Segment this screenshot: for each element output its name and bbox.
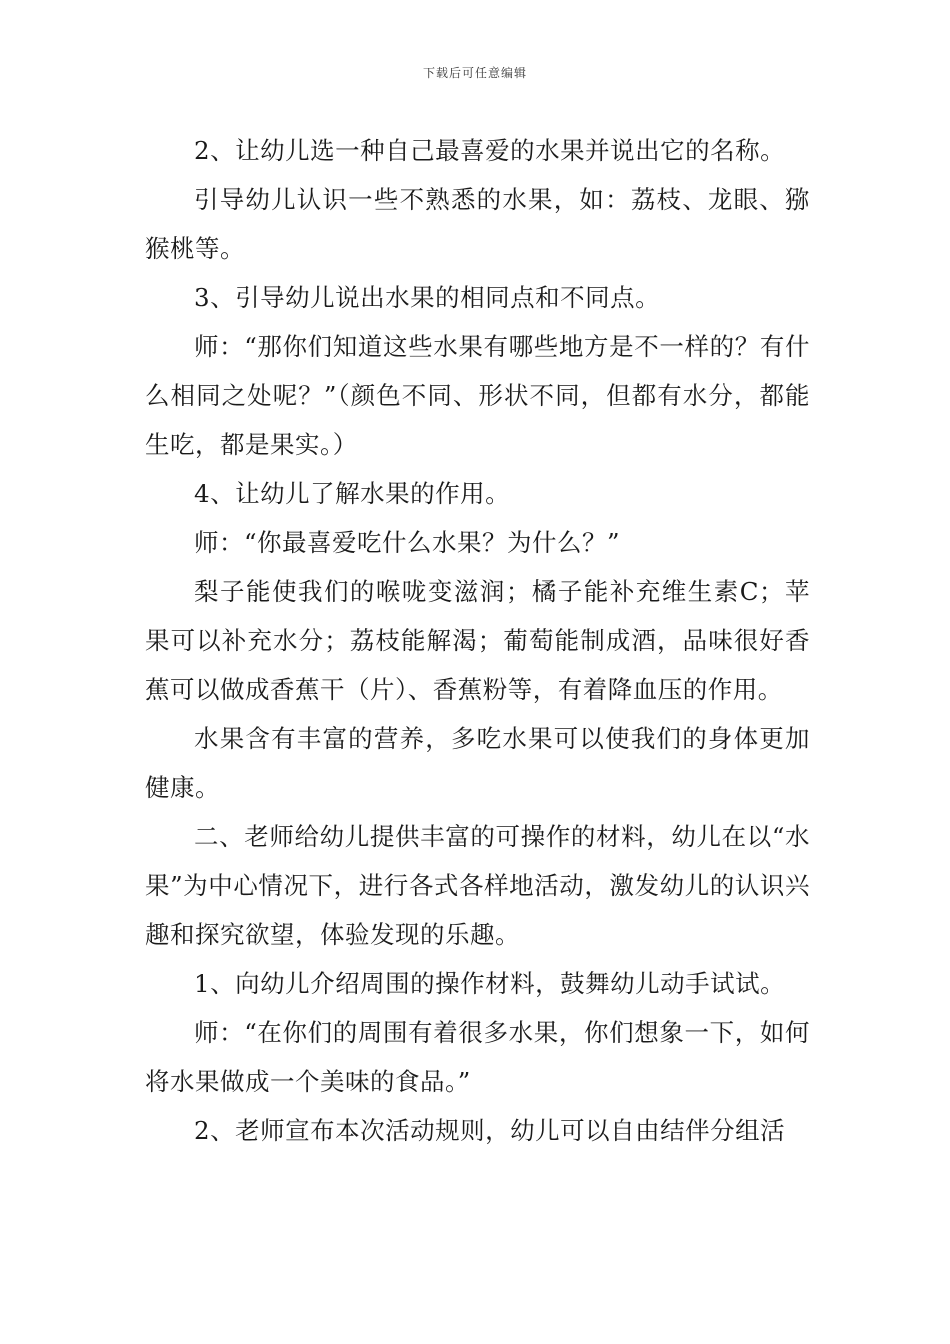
paragraph-fruit-benefits: 梨子能使我们的喉咙变滋润；橘子能补充维生素C；苹果可以补充水分；荔枝能解渴；葡萄能制成酒，品味很好香蕉可以做成香蕉干（片）、香蕉粉等，有着降血压的作用。 xyxy=(145,577,810,704)
document-body xyxy=(145,126,810,1155)
paragraph-section-two: 二、老师给幼儿提供丰富的可操作的材料，幼儿在以“水果”为中心情况下，进行各式各样地活动，激发幼儿的认识兴趣和探究欲望，体验发现的乐趣。 xyxy=(145,822,810,949)
paragraph-fruit-function: 4、让幼儿了解水果的作用。 xyxy=(194,479,511,508)
paragraph-teacher-question-1: 师：“那你们知道这些水果有哪些地方是不一样的？有什么相同之处呢？”（颜色不同、形状不同，但都有水分，都能生吃，都是果实。） xyxy=(145,332,810,459)
paragraph-similarities: 3、引导幼儿说出水果的相同点和不同点。 xyxy=(194,283,661,312)
paragraph-nutrition: 水果含有丰富的营养，多吃水果可以使我们的身体更加健康。 xyxy=(145,724,810,802)
paragraph-activity-rules: 2、老师宣布本次活动规则，幼儿可以自由结伴分组活 xyxy=(194,1116,786,1145)
page-header: 下载后可任意编辑 xyxy=(422,66,527,80)
paragraph-unfamiliar-fruits: 引导幼儿认识一些不熟悉的水果，如：荔枝、龙眼、猕猴桃等。 xyxy=(145,185,810,263)
paragraph-teacher-question-3: 师：“在你们的周围有着很多水果，你们想象一下，如何将水果做成一个美味的食品。” xyxy=(145,1018,810,1096)
paragraph-materials-intro: 1、向幼儿介绍周围的操作材料，鼓舞幼儿动手试试。 xyxy=(194,969,786,998)
paragraph-fruit-choice: 2、让幼儿选一种自己最喜爱的水果并说出它的名称。 xyxy=(194,136,786,165)
paragraph-teacher-question-2: 师：“你最喜爱吃什么水果？为什么？” xyxy=(194,528,621,557)
